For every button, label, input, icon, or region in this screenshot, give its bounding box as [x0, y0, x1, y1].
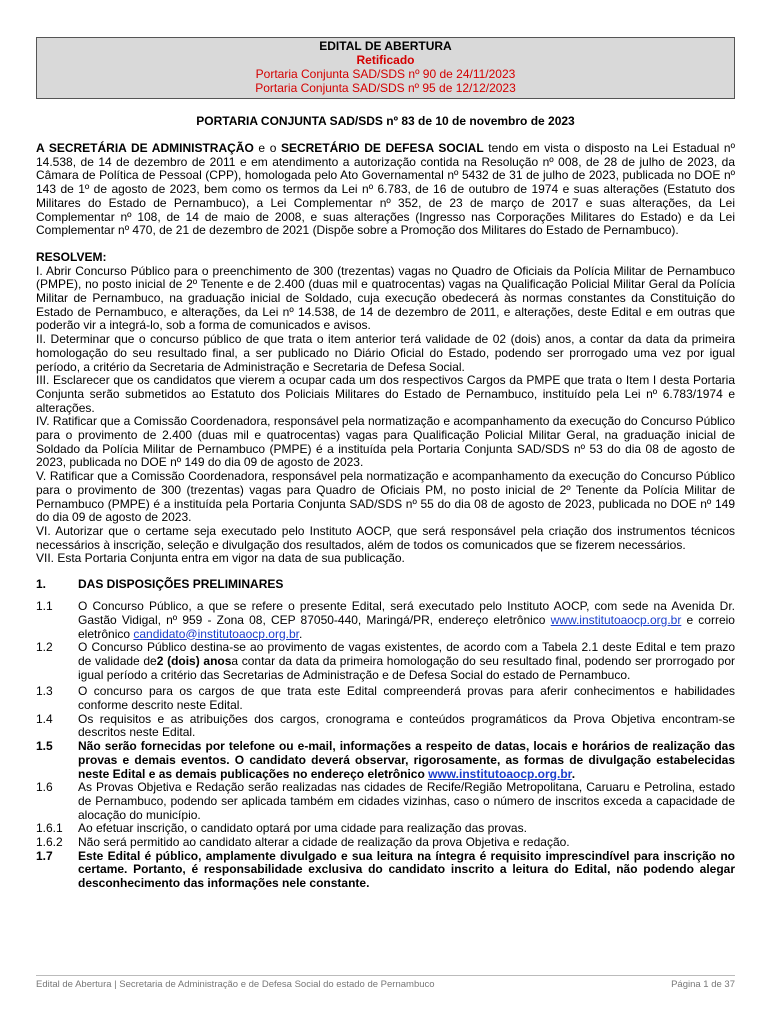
item-1-5	[36, 740, 735, 781]
footer-left-text: Edital de Abertura | Secretaria de Administração e de Defesa Social do estado de Pernambuco	[36, 979, 435, 990]
resolvem-item-3: III. Esclarecer que os candidatos que vierem a ocupar cada um dos respectivos Cargos da PMPE que trata o Item I desta Portaria Conjunta serão submetidos ao Estatuto dos Policiais Militares do Estado de Pernambuco, instituído pela Lei nº 6.783/1974 e alterações.	[36, 373, 735, 415]
resolvem-item-5: V. Ratificar que a Comissão Coordenadora, responsável pela normatização e acompanhamento da execução do Concurso Público para o provimento de 300 (trezentas) vagas para Quadro de Oficiais PM, no posto inicial de 2º Tenente da Polícia Militar de Pernambuco (PMPE) é a instituída pela Portaria Conjunta SAD/SDS nº 55 do dia 08 de agosto de 2023, publicada no DOE nº 149 do dia 09 de agosto de 2023.	[36, 469, 735, 525]
intro-bold-secretaria: A SECRETÁRIA DE ADMINISTRAÇÃO	[36, 141, 254, 155]
intro-connector: e o	[253, 141, 281, 155]
item-number: 1.2	[36, 640, 53, 655]
resolvem-item-6: VI. Autorizar que o certame seja executado pelo Instituto AOCP, que será responsável pela criação dos instrumentos técnicos necessários à inscrição, seleção e divulgação dos resultados, além de todos os comunicados que se fizerem necessários.	[36, 523, 735, 552]
item-text	[78, 600, 735, 641]
document-page	[36, 37, 735, 891]
email-link[interactable]: candidato@institutoaocp.org.br	[133, 626, 299, 641]
intro-paragraph	[36, 142, 735, 238]
item-number: 1.6.1	[36, 821, 63, 836]
portaria-title: PORTARIA CONJUNTA SAD/SDS nº 83 de 10 de novembro de 2023	[196, 114, 575, 128]
resolvem-item-2: II. Determinar que o concurso público de que trata o item anterior terá validade de 02 (dois) anos, a contar da data da primeira homologação do seu resultado final, a ser publicado no Diário Oficial do Estado, podendo ser prorrogado uma vez por igual período, a critério da Secretaria de Administração e Secretaria de Defesa Social.	[36, 332, 735, 374]
item-text: Este Edital é público, amplamente divulgado e sua leitura na íntegra é requisito imprescindível para inscrição no certame. Portanto, é responsabilidade exclusiva do candidato inscrito a leitura do Edital, não podendo alegar desconhecimento das informações nele constante.	[78, 848, 735, 891]
intro-bold-secretario: SECRETÁRIO DE DEFESA SOCIAL	[280, 141, 484, 155]
item-1-2	[36, 641, 735, 682]
item-number: 1.5	[36, 739, 53, 754]
item-number: 1.7	[36, 848, 53, 863]
page-footer	[36, 975, 735, 990]
item-number: 1.1	[36, 599, 53, 614]
item-number: 1.6.2	[36, 835, 63, 850]
item-text: Os requisitos e as atribuições dos cargos, cronograma e conteúdos programáticos da Prova Objetiva encontram-se descritos neste Edital.	[78, 711, 735, 740]
item-text: Ao efetuar inscrição, o candidato optará por uma cidade para realização das provas.	[78, 821, 527, 836]
item-1-6-1	[36, 822, 735, 836]
item-number: 1.6	[36, 780, 53, 795]
item-1-1	[36, 600, 735, 641]
section-title: DAS DISPOSIÇÕES PRELIMINARES	[78, 577, 284, 592]
item-text-part: e correio eletrônico	[78, 612, 735, 641]
item-1-4	[36, 713, 735, 740]
item-text-part: O Concurso Público, a que se refere o presente Edital, será executado pelo Instituto AOCP, com sede na Avenida Dr. Gastão Vidigal, nº 959 - Zona 08, CEP 87050-440, Maringá/PR, endereço eletrônico	[78, 599, 735, 627]
item-text: Não será permitido ao candidato alterar a cidade de realização da prova Objetiva e redação.	[78, 835, 570, 850]
edital-title: EDITAL DE ABERTURA	[319, 39, 452, 53]
retification-line-2: Portaria Conjunta SAD/SDS nº 95 de 12/12/2023	[255, 81, 516, 95]
item-text-bold: 2 (dois) anos	[156, 653, 232, 668]
item-text	[78, 740, 735, 781]
item-1-6-2	[36, 836, 735, 850]
item-text	[78, 641, 735, 682]
intro-body: tendo em vista o disposto na Lei Estadual nº 14.538, de 14 de dezembro de 2011 e em atendimento a autorização contida na Resolução nº 008, de 28 de julho de 2023, da Câmara de Política de Pessoal (CPP), homologada pelo Ato Governamental nº 5432 de 31 de julho de 2023, publicada no DOE nº 143 de 1º de agosto de 2023, bem como os termos da Lei nº 6.783, de 16 de outubro de 1974 e suas alterações (Estatuto dos Militares do Estado de Pernambuco), a Lei Complementar nº 352, de 23 de março de 2017 e suas alterações, da Lei Complementar nº 108, de 14 de maio de 2008, e suas alterações (Ingresso nas Corporações Militares do Estado) e da Lei Complementar nº 470, de 21 de dezembro de 2021 (Dispõe sobre a Promoção dos Militares do Estado de Pernambuco).	[36, 141, 735, 238]
item-text: As Provas Objetiva e Redação serão realizadas nas cidades de Recife/Região Metropolitana, Caruaru e Petrolina, estado de Pernambuco, podendo ser aplicada também em cidades vizinhas, caso o número de inscritos exceda a capacidade de alocação do município.	[78, 780, 735, 822]
retification-line-1: Portaria Conjunta SAD/SDS nº 90 de 24/11/2023	[255, 67, 516, 81]
item-text-part: O Concurso Público destina-se ao provimento de vagas existentes, de acordo com a Tabela 2.1 deste Edital e tem prazo de validade de	[78, 640, 735, 668]
website-link[interactable]: www.institutoaocp.org.br	[550, 612, 682, 627]
retificado-label: Retificado	[356, 53, 415, 67]
item-text-part: .	[571, 766, 576, 781]
page-number: Página 1 de 37	[671, 979, 735, 990]
section-heading	[36, 577, 735, 591]
item-number: 1.3	[36, 684, 53, 699]
item-number: 1.4	[36, 711, 53, 726]
item-text: O concurso para os cargos de que trata este Edital compreenderá provas para aferir conhecimentos e habilidades conforme descrito neste Edital.	[78, 684, 735, 713]
resolvem-item-7: VII. Esta Portaria Conjunta entra em vigor na data de sua publicação.	[36, 551, 405, 566]
item-text-part: a contar da data da primeira homologação do seu resultado final, podendo ser prorrogado por igual período a critério das Secretarias de Administração e de Defesa Social do estado de Pernambuco.	[78, 653, 735, 682]
item-1-7	[36, 850, 735, 891]
edital-header-box	[36, 37, 735, 99]
website-link[interactable]: www.institutoaocp.org.br	[428, 766, 572, 781]
resolvem-item-4: IV. Ratificar que a Comissão Coordenadora, responsável pela normatização e acompanhamento da execução do Concurso Público para o provimento de 2.400 (duas mil e quatrocentas) vagas para Qualificação Policial Militar Geral, na graduação inicial de Soldado da Polícia Militar de Pernambuco (PMPE) é a instituída pela Portaria Conjunta SAD/SDS nº 53 do dia 08 de agosto de 2023, publicada no DOE nº 149 do dia 09 de agosto de 2023.	[36, 414, 735, 470]
item-1-6	[36, 781, 735, 822]
resolvem-item-1: I. Abrir Concurso Público para o preenchimento de 300 (trezentas) vagas no Quadro de Oficiais da Polícia Militar de Pernambuco (PMPE), no posto inicial de 2º Tenente e de 2.400 (duas mil e quatrocentas) vagas na Qualificação Policial Militar Geral da Polícia Militar de Pernambuco, na graduação inicial de Soldado, cuja execução obedecerá às normas constantes da Constituição do Estado de Pernambuco, e alterações, da Lei nº 14.538, de 14 de dezembro de 2011, e alterações, deste Edital e em outras que poderão vir a integrá-lo, sob a forma de comunicados e avisos.	[36, 263, 735, 333]
item-1-3	[36, 685, 735, 712]
item-text-part: Não serão fornecidas por telefone ou e-mail, informações a respeito de datas, locais e horários de realização das provas e demais eventos. O candidato deverá observar, rigorosamente, as formas de divulgação estabelecidas neste Edital e as demais publicações no endereço eletrônico	[78, 739, 735, 781]
item-text-part: .	[299, 626, 303, 641]
resolvem-label: RESOLVEM:	[36, 249, 107, 264]
section-number: 1.	[36, 577, 47, 592]
section-items	[36, 600, 735, 891]
